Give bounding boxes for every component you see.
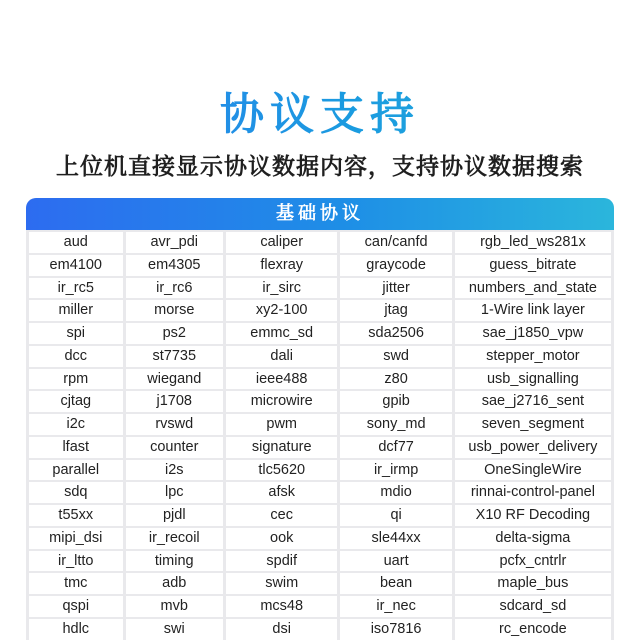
protocol-cell: rgb_led_ws281x	[455, 232, 611, 253]
protocol-cell: jtag	[340, 300, 451, 321]
protocol-cell: caliper	[226, 232, 337, 253]
protocol-cell: ps2	[126, 323, 223, 344]
protocol-cell: parallel	[29, 460, 123, 481]
protocol-cell: iso7816	[340, 619, 451, 640]
protocol-cell: ir_recoil	[126, 528, 223, 549]
protocol-cell: sae_j1850_vpw	[455, 323, 611, 344]
protocol-grid	[26, 230, 614, 640]
protocol-cell: ir_sirc	[226, 278, 337, 299]
protocol-cell: jitter	[340, 278, 451, 299]
protocol-row	[29, 460, 611, 481]
protocol-cell: tlc5620	[226, 460, 337, 481]
protocol-cell: pjdl	[126, 505, 223, 526]
protocol-cell: swi	[126, 619, 223, 640]
protocol-row	[29, 255, 611, 276]
protocol-row	[29, 300, 611, 321]
panel-header: 基础协议	[26, 198, 614, 230]
protocol-row	[29, 346, 611, 367]
protocol-row	[29, 437, 611, 458]
protocol-cell: morse	[126, 300, 223, 321]
protocol-row	[29, 551, 611, 572]
protocol-cell: avr_pdi	[126, 232, 223, 253]
protocol-cell: lfast	[29, 437, 123, 458]
protocol-cell: adb	[126, 573, 223, 594]
protocol-cell: rinnai-control-panel	[455, 482, 611, 503]
protocol-cell: swim	[226, 573, 337, 594]
protocol-cell: usb_power_delivery	[455, 437, 611, 458]
protocol-cell: can/canfd	[340, 232, 451, 253]
protocol-cell: ieee488	[226, 369, 337, 390]
protocol-row	[29, 505, 611, 526]
protocol-cell: pcfx_cntrlr	[455, 551, 611, 572]
protocol-cell: sda2506	[340, 323, 451, 344]
protocol-cell: usb_signalling	[455, 369, 611, 390]
protocol-cell: hdlc	[29, 619, 123, 640]
protocol-row	[29, 391, 611, 412]
protocol-cell: sae_j2716_sent	[455, 391, 611, 412]
protocol-row	[29, 573, 611, 594]
protocol-cell: rpm	[29, 369, 123, 390]
protocol-cell: rvswd	[126, 414, 223, 435]
protocol-cell: sdq	[29, 482, 123, 503]
protocol-cell: ir_rc6	[126, 278, 223, 299]
protocol-cell: 1-Wire link layer	[455, 300, 611, 321]
protocol-cell: counter	[126, 437, 223, 458]
protocol-cell: st7735	[126, 346, 223, 367]
protocol-cell: i2s	[126, 460, 223, 481]
protocol-cell: flexray	[226, 255, 337, 276]
protocol-cell: em4305	[126, 255, 223, 276]
protocol-row	[29, 323, 611, 344]
protocol-cell: graycode	[340, 255, 451, 276]
protocol-row	[29, 232, 611, 253]
protocol-panel	[26, 198, 614, 640]
protocol-cell: aud	[29, 232, 123, 253]
protocol-cell: signature	[226, 437, 337, 458]
protocol-cell: i2c	[29, 414, 123, 435]
page-subtitle: 上位机直接显示协议数据内容，支持协议数据搜索	[56, 154, 584, 180]
protocol-cell: rc_encode	[455, 619, 611, 640]
protocol-row	[29, 278, 611, 299]
protocol-cell: j1708	[126, 391, 223, 412]
protocol-cell: xy2-100	[226, 300, 337, 321]
protocol-cell: maple_bus	[455, 573, 611, 594]
protocol-cell: ir_irmp	[340, 460, 451, 481]
protocol-cell: dcc	[29, 346, 123, 367]
protocol-cell: em4100	[29, 255, 123, 276]
protocol-cell: bean	[340, 573, 451, 594]
protocol-cell: t55xx	[29, 505, 123, 526]
protocol-row	[29, 414, 611, 435]
protocol-row	[29, 596, 611, 617]
protocol-row	[29, 619, 611, 640]
protocol-cell: sdcard_sd	[455, 596, 611, 617]
protocol-cell: mipi_dsi	[29, 528, 123, 549]
protocol-cell: gpib	[340, 391, 451, 412]
protocol-cell: sle44xx	[340, 528, 451, 549]
protocol-row	[29, 482, 611, 503]
protocol-cell: qspi	[29, 596, 123, 617]
protocol-cell: delta-sigma	[455, 528, 611, 549]
page-title: 协议支持	[0, 78, 640, 142]
protocol-cell: mcs48	[226, 596, 337, 617]
protocol-cell: dcf77	[340, 437, 451, 458]
protocol-cell: guess_bitrate	[455, 255, 611, 276]
protocol-cell: wiegand	[126, 369, 223, 390]
protocol-cell: sony_md	[340, 414, 451, 435]
protocol-cell: microwire	[226, 391, 337, 412]
protocol-cell: ir_rc5	[29, 278, 123, 299]
protocol-cell: qi	[340, 505, 451, 526]
protocol-cell: dali	[226, 346, 337, 367]
protocol-cell: stepper_motor	[455, 346, 611, 367]
protocol-cell: spdif	[226, 551, 337, 572]
protocol-cell: lpc	[126, 482, 223, 503]
protocol-cell: pwm	[226, 414, 337, 435]
protocol-cell: spi	[29, 323, 123, 344]
protocol-cell: swd	[340, 346, 451, 367]
protocol-cell: tmc	[29, 573, 123, 594]
protocol-cell: X10 RF Decoding	[455, 505, 611, 526]
protocol-cell: uart	[340, 551, 451, 572]
protocol-cell: seven_segment	[455, 414, 611, 435]
protocol-cell: ir_nec	[340, 596, 451, 617]
protocol-cell: miller	[29, 300, 123, 321]
protocol-cell: OneSingleWire	[455, 460, 611, 481]
protocol-cell: ir_ltto	[29, 551, 123, 572]
protocol-cell: mvb	[126, 596, 223, 617]
protocol-cell: cec	[226, 505, 337, 526]
protocol-cell: mdio	[340, 482, 451, 503]
protocol-cell: timing	[126, 551, 223, 572]
protocol-cell: emmc_sd	[226, 323, 337, 344]
protocol-cell: afsk	[226, 482, 337, 503]
protocol-cell: z80	[340, 369, 451, 390]
protocol-cell: ook	[226, 528, 337, 549]
protocol-cell: dsi	[226, 619, 337, 640]
protocol-cell: numbers_and_state	[455, 278, 611, 299]
protocol-row	[29, 528, 611, 549]
protocol-row	[29, 369, 611, 390]
protocol-cell: cjtag	[29, 391, 123, 412]
